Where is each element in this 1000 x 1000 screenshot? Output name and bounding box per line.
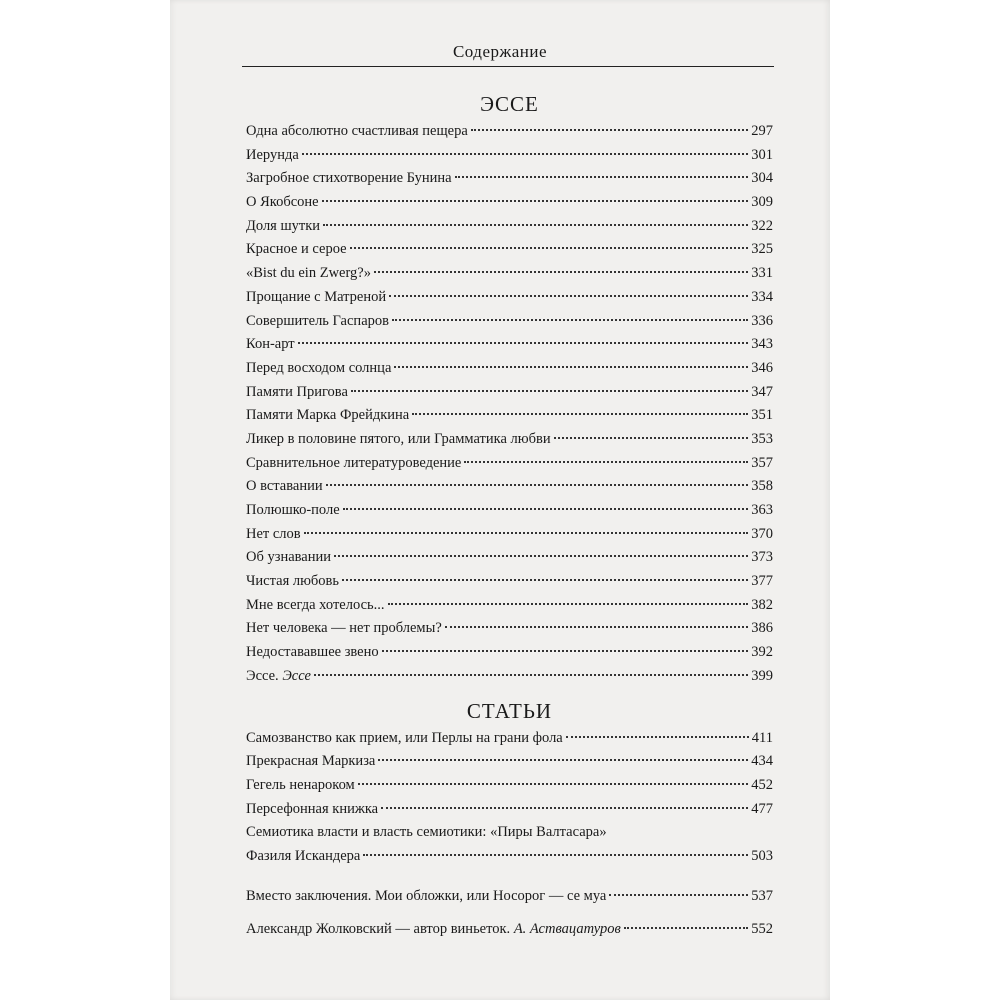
toc-entry-title: Эссе. Эссе xyxy=(246,667,311,684)
toc-entry-page: 325 xyxy=(751,241,773,258)
toc-entry xyxy=(246,641,773,665)
toc-entry-title: Недостававшее звено xyxy=(246,644,379,661)
dot-leader xyxy=(358,783,749,785)
toc-entry-line2 xyxy=(246,845,773,869)
toc-entry xyxy=(246,215,773,239)
toc-entry xyxy=(246,428,773,452)
table-of-contents xyxy=(246,88,773,942)
dot-leader xyxy=(334,555,748,557)
dot-leader xyxy=(350,247,749,249)
dot-leader xyxy=(378,759,748,761)
toc-entry-title: Мне всегда хотелось... xyxy=(246,596,385,613)
section-title-esse: ЭССЕ xyxy=(480,92,539,116)
dot-leader xyxy=(323,224,748,226)
dot-leader xyxy=(389,295,748,297)
toc-entry-title: О Якобсоне xyxy=(246,194,319,211)
toc-entry xyxy=(246,774,773,798)
dot-leader xyxy=(342,579,748,581)
toc-entry xyxy=(246,523,773,547)
dot-leader xyxy=(445,626,749,628)
dot-leader xyxy=(471,129,748,131)
toc-entry-title-line1: Семиотика власти и власть семиотики: «Пиры Валтасара» xyxy=(246,824,607,841)
toc-entry-title: Прощание с Матреной xyxy=(246,288,387,305)
toc-entry xyxy=(246,594,773,618)
esse-entries xyxy=(246,120,773,689)
toc-entry xyxy=(246,665,773,689)
toc-entry-title: Памяти Марка Фрейдкина xyxy=(246,407,410,424)
toc-entry-title: Чистая любовь xyxy=(246,573,340,590)
toc-entry-title: Ликер в половине пятого, или Грамматика любви xyxy=(246,430,551,447)
toc-entry-page: 382 xyxy=(751,596,773,613)
toc-entry xyxy=(246,452,773,476)
dot-leader xyxy=(382,650,749,652)
toc-entry-title: О вставании xyxy=(246,478,323,495)
toc-entry xyxy=(246,499,773,523)
afterword-author: А. Аствацатуров xyxy=(513,921,621,938)
toc-entry-title: Об узнавании xyxy=(246,549,332,566)
toc-entry-page: 377 xyxy=(751,573,773,590)
dot-leader xyxy=(304,532,749,534)
toc-entry-title: Прекрасная Маркиза xyxy=(246,753,376,770)
toc-entry-page: 331 xyxy=(751,265,773,282)
toc-entry xyxy=(246,381,773,405)
toc-entry-page: 386 xyxy=(751,620,773,637)
toc-entry-title: «Bist du ein Zwerg?» xyxy=(246,265,371,282)
toc-entry-title: Вместо заключения. Мои обложки, или Носорог — се муа xyxy=(246,887,607,904)
toc-entry-page: 399 xyxy=(751,667,773,684)
toc-entry xyxy=(246,167,773,191)
toc-entry-page: 552 xyxy=(751,921,773,938)
dot-leader xyxy=(381,807,748,809)
toc-entry-title: Одна абсолютно счастливая пещера xyxy=(246,123,468,139)
dot-leader xyxy=(388,603,749,605)
toc-entry-page: 434 xyxy=(751,753,773,770)
toc-entry xyxy=(246,404,773,428)
stati-entries xyxy=(246,727,773,822)
toc-entry-title: Персефонная книжка xyxy=(246,800,379,817)
toc-entry xyxy=(246,144,773,168)
toc-entry-afterword xyxy=(246,918,773,942)
toc-entry-page: 452 xyxy=(751,776,773,793)
toc-entry-multiline xyxy=(246,821,773,868)
toc-entry-title: Нет слов xyxy=(246,525,301,542)
toc-entry xyxy=(246,750,773,774)
toc-entry xyxy=(246,617,773,641)
dot-leader xyxy=(302,153,748,155)
toc-entry xyxy=(246,798,773,822)
dot-leader xyxy=(455,176,749,178)
toc-entry-title xyxy=(246,918,621,942)
toc-entry-page: 503 xyxy=(751,847,773,864)
toc-entry-title: Доля шутки xyxy=(246,217,321,234)
section-title-stati: СТАТЬИ xyxy=(466,698,553,723)
toc-entry-title: Перед восходом солнца xyxy=(246,359,392,376)
toc-entry-page: 353 xyxy=(751,430,773,447)
toc-entry-page: 347 xyxy=(751,383,773,400)
dot-leader xyxy=(326,484,749,486)
toc-entry-page: 357 xyxy=(751,454,773,471)
toc-entry-page: 373 xyxy=(751,549,773,566)
toc-entry-page: 358 xyxy=(751,478,773,495)
toc-entry-page: 363 xyxy=(751,502,773,518)
dot-leader xyxy=(464,461,748,463)
toc-entry xyxy=(246,120,773,144)
spacer xyxy=(246,869,773,885)
dot-leader xyxy=(374,271,748,273)
toc-entry-closing xyxy=(246,885,773,909)
toc-entry-page: 334 xyxy=(751,288,773,305)
dot-leader xyxy=(392,319,748,321)
toc-entry xyxy=(246,333,773,357)
toc-entry-page: 304 xyxy=(751,170,773,187)
toc-entry-title: Совершитель Гаспаров xyxy=(246,312,389,329)
dot-leader xyxy=(394,366,748,368)
dot-leader xyxy=(351,390,748,392)
toc-entry xyxy=(246,262,773,286)
toc-entry-title-line2: Фазиля Искандера xyxy=(246,847,361,864)
dot-leader xyxy=(412,413,748,415)
toc-entry-title: Гегель ненароком xyxy=(246,776,355,793)
dot-leader xyxy=(298,342,749,344)
dot-leader xyxy=(566,736,749,738)
dot-leader xyxy=(609,894,748,896)
toc-entry xyxy=(246,475,773,499)
toc-entry-page: 477 xyxy=(751,800,773,817)
book-page xyxy=(170,0,830,1000)
dot-leader xyxy=(363,854,748,856)
toc-entry xyxy=(246,310,773,334)
toc-entry-title: Памяти Пригова xyxy=(246,383,348,400)
toc-entry-page: 343 xyxy=(751,336,773,353)
toc-entry xyxy=(246,191,773,215)
toc-entry-page: 346 xyxy=(751,359,773,376)
dot-leader xyxy=(322,200,749,202)
toc-entry-page: 301 xyxy=(751,146,773,163)
toc-entry-page: 297 xyxy=(751,123,773,139)
toc-entry xyxy=(246,546,773,570)
toc-entry-page: 309 xyxy=(751,194,773,211)
toc-entry xyxy=(246,238,773,262)
dot-leader xyxy=(554,437,749,439)
toc-entry xyxy=(246,570,773,594)
toc-entry-title: Красное и серое xyxy=(246,241,347,258)
toc-entry-title: Загробное стихотворение Бунина xyxy=(246,170,452,187)
dot-leader xyxy=(624,927,749,929)
toc-entry-title: Сравнительное литературоведение xyxy=(246,454,462,471)
spacer xyxy=(246,908,773,918)
toc-entry-title: Полюшко-поле xyxy=(246,502,340,518)
running-head: Содержание xyxy=(452,42,548,61)
toc-entry-page: 322 xyxy=(751,217,773,234)
toc-entry-page: 336 xyxy=(751,312,773,329)
afterword-title-text: Александр Жолковский — автор виньеток. xyxy=(246,921,514,938)
toc-entry-title: Кон-арт xyxy=(246,336,295,353)
dot-leader xyxy=(343,508,749,510)
toc-entry xyxy=(246,286,773,310)
toc-entry-page: 537 xyxy=(751,887,773,904)
toc-entry-page: 392 xyxy=(751,644,773,661)
toc-entry-page: 370 xyxy=(751,525,773,542)
toc-entry-title: Самозванство как прием, или Перлы на грани фола xyxy=(246,729,563,746)
toc-entry-page: 411 xyxy=(751,729,773,746)
header-rule xyxy=(242,66,774,67)
toc-entry-title: Иерунда xyxy=(246,146,299,163)
toc-entry-page: 351 xyxy=(751,407,773,424)
toc-entry xyxy=(246,727,773,751)
toc-entry xyxy=(246,357,773,381)
dot-leader xyxy=(314,674,748,676)
toc-entry-title: Нет человека — нет проблемы? xyxy=(246,620,442,637)
